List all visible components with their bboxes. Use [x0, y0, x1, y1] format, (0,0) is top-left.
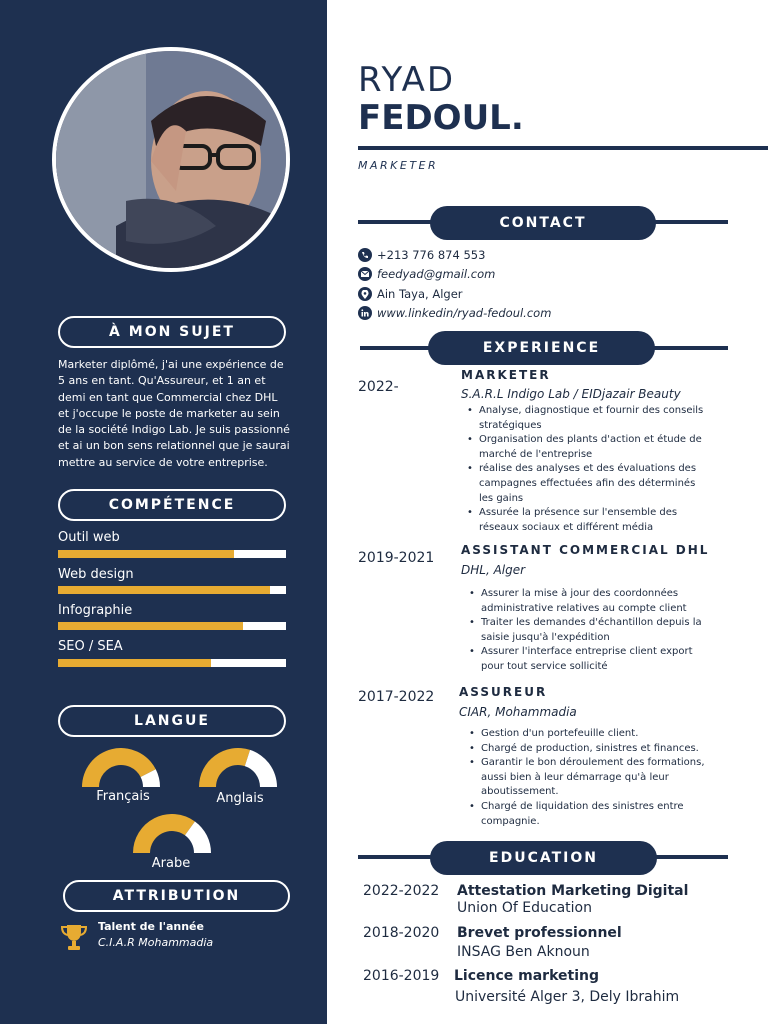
education-date: 2022-2022	[363, 883, 440, 899]
duty-item	[467, 462, 703, 506]
education-school: Union Of Education	[457, 900, 592, 916]
skill-label: Infographie	[58, 603, 133, 618]
languages-heading: LANGUE	[58, 705, 286, 737]
sidebar	[0, 0, 327, 1024]
skill-bar-fill	[58, 659, 211, 667]
bullet-icon: •	[469, 800, 475, 812]
bullet-icon: •	[469, 742, 475, 754]
duty-line: réalise des analyses et des évaluations des	[479, 463, 697, 475]
skill-label: Web design	[58, 567, 134, 582]
gauge-level	[199, 748, 250, 787]
bullet-icon: •	[467, 405, 473, 416]
duty-item	[467, 433, 703, 462]
duty-line: stratégiques	[479, 419, 542, 431]
duty-line: Assurée la présence sur l'ensemble des	[479, 507, 678, 519]
bullet-icon: •	[469, 617, 475, 629]
duty-item	[469, 645, 702, 674]
duty-item	[467, 404, 704, 433]
job-title: MARKETER	[461, 368, 551, 382]
skill-bar	[58, 622, 286, 630]
about-heading: À MON SUJET	[58, 316, 286, 348]
duty-item	[469, 727, 705, 742]
skills-heading: COMPÉTENCE	[58, 489, 286, 521]
contact-heading: CONTACT	[430, 206, 656, 240]
job-title: ASSUREUR	[459, 685, 548, 699]
duty-line: campagnes effectuées afin des déterminés	[479, 477, 696, 489]
education-title: Licence marketing	[454, 968, 599, 984]
job-company: S.A.R.L Indigo Lab / EIDjazair Beauty	[461, 387, 681, 401]
name-divider	[358, 146, 768, 150]
skill-label: Outil web	[58, 530, 120, 545]
last-name: FEDOUL.	[358, 98, 524, 138]
contact-linkedin[interactable]	[358, 306, 551, 320]
duty-line: administrative relatives au compte client	[481, 602, 687, 614]
duty-item	[469, 616, 702, 645]
linkedin-icon	[358, 306, 372, 320]
language-gauge	[197, 748, 279, 788]
award-title: Talent de l'année	[98, 920, 204, 933]
job-title: ASSISTANT COMMERCIAL DHL	[461, 543, 710, 557]
duty-line: Organisation des plants d'action et étude de	[479, 434, 702, 446]
duty-item	[469, 800, 705, 829]
language-label: Arabe	[151, 856, 191, 871]
bullet-icon: •	[469, 646, 475, 658]
duty-line: Gestion d'un portefeuille client.	[481, 728, 639, 739]
skill-bar-fill	[58, 586, 270, 594]
job-duties	[467, 404, 704, 535]
profile-photo	[52, 47, 290, 272]
mail-icon	[358, 267, 372, 281]
language-label: Français	[96, 789, 150, 804]
location-text: Ain Taya, Alger	[377, 287, 463, 301]
phone-text: +213 776 874 553	[377, 248, 486, 262]
education-date: 2016-2019	[363, 968, 440, 984]
skill-bar	[58, 550, 286, 558]
job-date: 2022-	[358, 379, 399, 395]
award-org: C.I.A.R Mohammadia	[98, 936, 214, 949]
skill-bar-fill	[58, 622, 243, 630]
contact-location	[358, 287, 463, 301]
duty-line: Analyse, diagnostique et fournir des conseils	[479, 405, 704, 416]
skill-bar-fill	[58, 550, 234, 558]
job-company: CIAR, Mohammadia	[459, 705, 577, 719]
duty-line: pour tout service sollicité	[481, 660, 608, 672]
education-heading: EDUCATION	[430, 841, 657, 875]
duty-line: marché de l'entreprise	[479, 448, 593, 460]
bullet-icon: •	[469, 588, 475, 599]
skill-label: SEO / SEA	[58, 639, 123, 654]
education-school: Université Alger 3, Dely Ibrahim	[455, 989, 680, 1005]
bullet-icon: •	[469, 728, 475, 739]
duty-item	[467, 506, 703, 535]
duty-item	[469, 742, 705, 757]
language-gauge	[131, 814, 213, 854]
job-date: 2017-2022	[358, 689, 435, 705]
bullet-icon: •	[467, 507, 473, 519]
job-company: DHL, Alger	[461, 563, 526, 577]
first-name: RYAD	[358, 60, 456, 100]
email-link[interactable]: feedyad@gmail.com	[377, 267, 496, 281]
duty-line: Chargé de production, sinistres et finances.	[481, 742, 699, 754]
skill-bar	[58, 659, 286, 667]
about-text: Marketer diplômé, j'ai une expérience de 5 ans en tant. Qu'Assureur, et 1 an et demi en tant que Commercial chez DHL et j'occupe le poste de marketer au sein de la société Indigo Lab. Je suis passionné et ai un bon sens relationnel que je saurai mettre au service de votre entreprise.	[58, 358, 290, 469]
duty-line: Assurer la mise à jour des coordonnées	[481, 588, 679, 599]
duty-line: saisie jusqu'à l'expédition	[481, 631, 610, 643]
education-title: Brevet professionnel	[457, 925, 622, 941]
gauge-remaining	[245, 750, 277, 787]
duty-line: aussi bien à leur démarrage qu'à leur	[481, 771, 669, 783]
bullet-icon: •	[469, 757, 475, 769]
duty-line: compagnie.	[481, 815, 540, 827]
attribution-heading: ATTRIBUTION	[63, 880, 290, 912]
education-school: INSAG Ben Aknoun	[457, 944, 590, 960]
language-gauge	[80, 748, 162, 788]
duty-line: Assurer l'interface entreprise client export	[481, 646, 693, 658]
duty-line: aboutissement.	[481, 786, 559, 798]
education-date: 2018-2020	[363, 925, 440, 941]
job-duties	[469, 587, 702, 675]
experience-heading: EXPERIENCE	[428, 331, 655, 365]
trophy-icon	[59, 922, 89, 952]
duty-line: Garantir le bon déroulement des formations,	[481, 757, 705, 769]
phone-icon	[358, 248, 372, 262]
location-pin-icon	[358, 287, 372, 301]
duty-line: les gains	[479, 492, 524, 504]
gauge-level	[133, 814, 195, 853]
education-title: Attestation Marketing Digital	[457, 883, 689, 899]
bullet-icon: •	[467, 463, 473, 475]
contact-phone	[358, 248, 485, 262]
bullet-icon: •	[467, 434, 473, 446]
job-date: 2019-2021	[358, 550, 435, 566]
skill-bar	[58, 586, 286, 594]
duty-line: Traiter les demandes d'échantillon depuis la	[481, 617, 702, 629]
job-role: MARKETER	[358, 159, 439, 172]
duty-item	[469, 756, 705, 800]
contact-email[interactable]	[358, 267, 495, 281]
language-label: Anglais	[216, 791, 264, 806]
duty-item	[469, 587, 702, 616]
duty-line: Chargé de liquidation des sinistres entre	[481, 800, 684, 812]
duty-line: réseaux sociaux et différent média	[479, 521, 654, 533]
job-duties	[469, 727, 705, 829]
linkedin-link[interactable]: www.linkedin/ryad-fedoul.com	[377, 306, 552, 320]
